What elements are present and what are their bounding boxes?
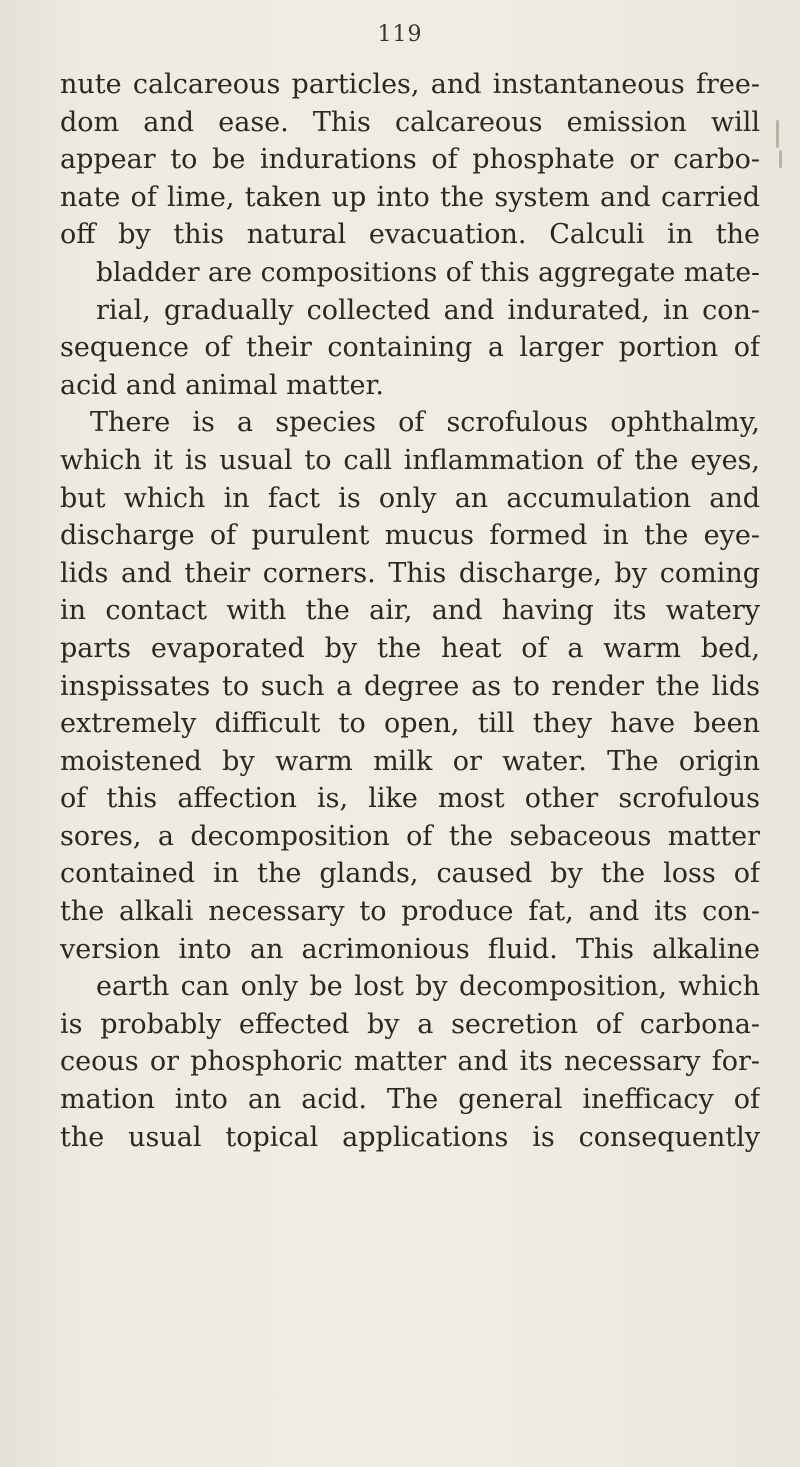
text-line: There is a species of scrofulous ophthalmy, [90, 407, 760, 439]
text-line: nate of lime, taken up into the system and carried [60, 181, 760, 213]
text-line: parts evaporated by the heat of a warm bed, [60, 632, 760, 664]
text-line: discharge of purulent mucus formed in the eye- [60, 520, 760, 552]
text-line: contained in the glands, caused by the loss of [60, 858, 760, 890]
text-line: appear to be indurations of phosphate or carbo- [60, 144, 760, 176]
text-line: is probably effected by a secretion of carbona- [60, 1008, 760, 1040]
text-line: the alkali necessary to produce fat, and its con- [60, 896, 760, 928]
text-line: the usual topical applications is consequently [60, 1121, 760, 1153]
text-line: dom and ease. This calcareous emission will [60, 106, 760, 138]
text-line: lids and their corners. This discharge, by coming [60, 557, 760, 589]
text-line: off by this natural evacuation. Calculi in the [60, 219, 760, 251]
text-line: which it is usual to call inflammation of the eyes, [60, 444, 760, 476]
text-line: sores, a decomposition of the sebaceous matter [60, 820, 760, 852]
text-line: in contact with the air, and having its watery [60, 595, 760, 627]
text-line: nute calcareous particles, and instantaneous free- [60, 69, 760, 100]
text-line: moistened by warm milk or water. The origin [60, 745, 760, 777]
text-line: bladder are compositions of this aggregate mate- [96, 256, 760, 288]
text-line: mation into an acid. The general inefficacy of [60, 1084, 760, 1116]
text-line: extremely difficult to open, till they have been [60, 708, 760, 740]
text-line: ceous or phosphoric matter and its necessary for- [60, 1046, 760, 1078]
text-line: but which in fact is only an accumulation and [60, 482, 760, 514]
text-line: acid and animal matter. [60, 369, 385, 401]
page-number: 119 [377, 22, 423, 47]
text-line: sequence of their containing a larger portion of [60, 332, 760, 364]
text-line: inspissates to such a degree as to render the lids [60, 670, 760, 702]
page-blemish [779, 150, 782, 168]
body-text [60, 66, 760, 1156]
text-line: version into an acrimonious fluid. This alkaline [60, 933, 760, 965]
text-line: of this affection is, like most other scrofulous [60, 783, 760, 815]
page-blemish [776, 120, 779, 148]
text-line: rial, gradually collected and indurated, in con- [96, 294, 760, 326]
text-line: earth can only be lost by decomposition, which [96, 971, 760, 1003]
